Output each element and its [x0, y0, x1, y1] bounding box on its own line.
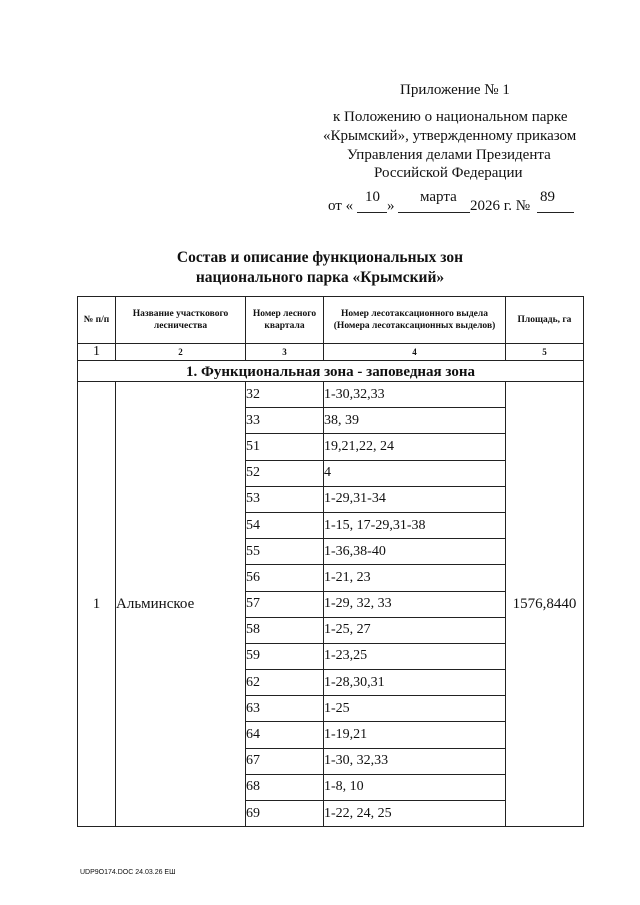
- kvartal-number: 58: [246, 617, 324, 643]
- kvartal-number: 62: [246, 670, 324, 696]
- row-number: 1: [78, 382, 116, 827]
- header-kvartal: Номер лесного квартала: [246, 297, 324, 344]
- day-underline: [357, 212, 387, 213]
- vydel-numbers: 1-19,21: [324, 722, 506, 748]
- vydel-numbers: 1-36,38-40: [324, 539, 506, 565]
- col-number-5: 5: [506, 344, 584, 361]
- date-mid: »: [387, 198, 395, 214]
- kvartal-number: 59: [246, 643, 324, 669]
- area-value: 1576,8440: [506, 382, 584, 827]
- date-day: 10: [365, 189, 380, 205]
- vydel-numbers: 1-8, 10: [324, 774, 506, 800]
- kvartal-number: 52: [246, 460, 324, 486]
- zone-row: [78, 361, 584, 382]
- col-number-3: 3: [246, 344, 324, 361]
- vydel-numbers: 1-30,32,33: [324, 382, 506, 408]
- vydel-numbers: 1-23,25: [324, 643, 506, 669]
- vydel-numbers: 1-25: [324, 696, 506, 722]
- vydel-numbers: 1-30, 32,33: [324, 748, 506, 774]
- table-row: [78, 382, 584, 408]
- table-header-row: [78, 297, 584, 344]
- vydel-numbers: 4: [324, 460, 506, 486]
- col-number-1: 1: [78, 344, 116, 361]
- vydel-numbers: 1-25, 27: [324, 617, 506, 643]
- column-number-row: [78, 344, 584, 361]
- vydel-numbers: 1-28,30,31: [324, 670, 506, 696]
- kvartal-number: 68: [246, 774, 324, 800]
- doc-title-line-2: национального парка «Крымский»: [195, 269, 445, 286]
- kvartal-number: 67: [246, 748, 324, 774]
- date-month: марта: [420, 189, 457, 205]
- vydel-numbers: 1-15, 17-29,31-38: [324, 512, 506, 538]
- appendix-title: Приложение № 1: [400, 82, 510, 98]
- header-line-1: к Положению о национальном парке: [333, 109, 568, 125]
- order-number: 89: [540, 189, 555, 205]
- header-line-3: Управления делами Президента: [347, 147, 551, 163]
- vydel-numbers: 19,21,22, 24: [324, 434, 506, 460]
- kvartal-rows: [78, 382, 584, 827]
- vydel-numbers: 1-29,31-34: [324, 486, 506, 512]
- kvartal-number: 53: [246, 486, 324, 512]
- forestry-name: Альминское: [116, 382, 246, 827]
- kvartal-number: 55: [246, 539, 324, 565]
- kvartal-number: 33: [246, 408, 324, 434]
- date-prefix: от «: [328, 198, 354, 214]
- vydel-numbers: 1-21, 23: [324, 565, 506, 591]
- vydel-numbers: 1-29, 32, 33: [324, 591, 506, 617]
- header-forestry: Название участкового лесничества: [116, 297, 246, 344]
- doc-title-line-1: Состав и описание функциональных зон: [176, 249, 464, 266]
- kvartal-number: 54: [246, 512, 324, 538]
- kvartal-number: 64: [246, 722, 324, 748]
- kvartal-number: 32: [246, 382, 324, 408]
- number-underline: [537, 212, 574, 213]
- vydel-numbers: 1-22, 24, 25: [324, 801, 506, 827]
- kvartal-number: 63: [246, 696, 324, 722]
- month-underline: [398, 212, 470, 213]
- col-number-4: 4: [324, 344, 506, 361]
- zones-table: [77, 296, 584, 827]
- header-line-4: Российской Федерации: [374, 165, 523, 181]
- kvartal-number: 56: [246, 565, 324, 591]
- kvartal-number: 57: [246, 591, 324, 617]
- header-num: № п/п: [78, 297, 116, 344]
- header-line-2: «Крымский», утвержденному приказом: [323, 128, 577, 144]
- vydel-numbers: 38, 39: [324, 408, 506, 434]
- date-year: 2026 г. №: [470, 198, 531, 214]
- header-area: Площадь, га: [506, 297, 584, 344]
- kvartal-number: 51: [246, 434, 324, 460]
- footer-stamp: UDP9O174.DOC 24.03.26 ЕШ: [80, 869, 176, 876]
- col-number-2: 2: [116, 344, 246, 361]
- zone-title: 1. Функциональная зона - заповедная зона: [78, 361, 584, 382]
- kvartal-number: 69: [246, 801, 324, 827]
- header-vydel: Номер лесотаксационного выдела (Номера лесотаксационных выделов): [324, 297, 506, 344]
